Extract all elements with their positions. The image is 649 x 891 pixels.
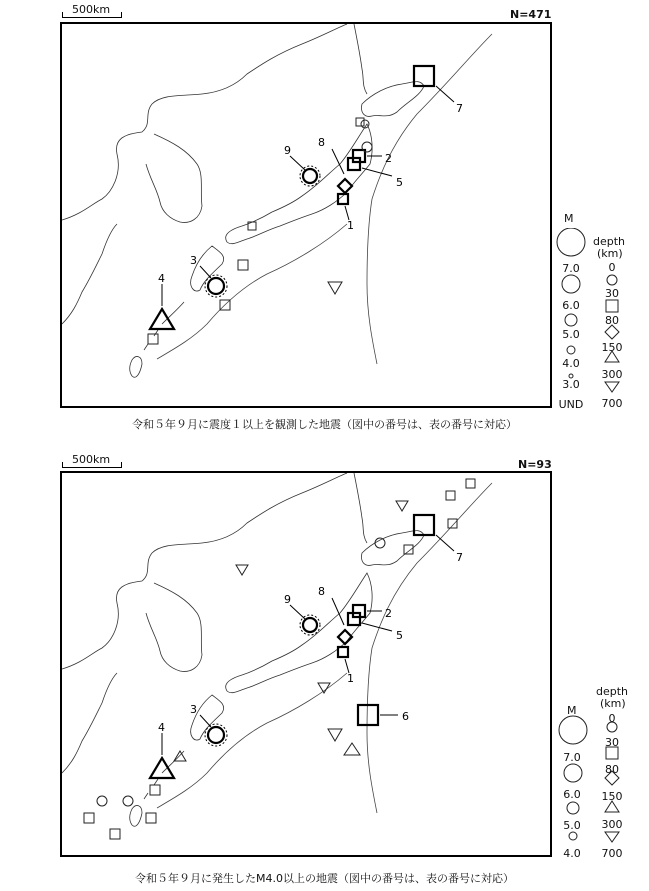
legend-depth-label: 300: [601, 368, 623, 381]
event-marker[interactable]: [466, 479, 475, 488]
event-marker[interactable]: [97, 796, 107, 806]
event-9-marker[interactable]: [303, 618, 317, 632]
figure-caption: 令和５年９月に発生したM4.0以上の地震（図中の番号は、表の番号に対応）: [135, 872, 514, 885]
callout-1: 1: [347, 219, 354, 232]
legend-depth-label: 700: [601, 847, 623, 860]
event-marker[interactable]: [404, 545, 413, 554]
kuril-japan-trench: [367, 483, 492, 813]
legend-m-label: 3.0: [562, 378, 580, 391]
legend-m-label: 4.0: [562, 357, 580, 370]
epicenter-map: [60, 471, 552, 857]
coastline-korea: [146, 134, 202, 222]
coastline-china-east: [62, 224, 117, 324]
legend-depth-label: 300: [601, 818, 623, 831]
legend-depth-label: 80: [605, 763, 619, 776]
legend-depth-title: depth: [596, 685, 629, 698]
event-markers: [148, 66, 434, 344]
scale-bar-label: 500km: [72, 453, 111, 466]
legend-depth-unit: (km): [597, 247, 623, 260]
legend-m-label: UND: [558, 398, 584, 411]
event-marker[interactable]: [238, 260, 248, 270]
nankai-ryukyu-trench: [157, 224, 347, 359]
event-marker[interactable]: [236, 565, 248, 575]
legend-m-title: M: [564, 212, 574, 225]
event-marker[interactable]: [356, 118, 364, 126]
legend-depth-title: depth: [593, 235, 626, 248]
coastline-continent: [62, 473, 347, 669]
legend-depth-label: 150: [601, 790, 623, 803]
callout-7: 7: [456, 102, 463, 115]
callout-5: 5: [396, 629, 403, 642]
callout-1: 1: [347, 672, 354, 685]
event-marker[interactable]: [148, 334, 158, 344]
event-marker[interactable]: [150, 785, 160, 795]
event-6-marker[interactable]: [358, 705, 378, 725]
legend-m-label: 6.0: [562, 299, 580, 312]
legend-m-label: 7.0: [562, 262, 580, 275]
nankai-ryukyu-trench: [157, 673, 347, 808]
coastline-continent: [62, 24, 347, 220]
epicenter-map: [60, 22, 552, 408]
coastline-taiwan: [130, 357, 142, 378]
legend-m-label: 4.0: [563, 847, 581, 860]
callout-9: 9: [284, 144, 291, 157]
scale-bar: [62, 5, 122, 18]
callout-5: 5: [396, 176, 403, 189]
legend-depth-unit: (km): [600, 697, 626, 710]
callout-4: 4: [158, 272, 165, 285]
event-4-marker[interactable]: [150, 758, 174, 778]
event-marker[interactable]: [110, 829, 120, 839]
coastline-ryukyu: [144, 302, 184, 350]
legend-depth-label: 700: [601, 397, 623, 410]
kuril-japan-trench: [367, 34, 492, 364]
event-marker[interactable]: [362, 142, 372, 152]
callout-3: 3: [190, 703, 197, 716]
event-marker[interactable]: [146, 813, 156, 823]
coastline-sakhalin: [354, 24, 367, 94]
event-marker[interactable]: [123, 796, 133, 806]
event-4-marker[interactable]: [150, 309, 174, 329]
event-9-marker[interactable]: [303, 169, 317, 183]
legend-depth-label: 80: [605, 314, 619, 327]
legend-depth-label: 30: [605, 287, 619, 300]
callout-3: 3: [190, 254, 197, 267]
event-marker[interactable]: [448, 519, 457, 528]
legend-depth-label: 0: [608, 712, 616, 725]
legend-depth-label: 30: [605, 736, 619, 749]
event-marker[interactable]: [396, 501, 408, 511]
callout-6: 6: [402, 710, 409, 723]
event-count: N=471: [510, 8, 552, 21]
map-canvas: [62, 473, 550, 855]
coastline-china-east: [62, 673, 117, 773]
event-count: N=93: [518, 458, 552, 471]
event-marker[interactable]: [84, 813, 94, 823]
scale-bar-label: 500km: [72, 3, 111, 16]
callout-8: 8: [318, 136, 325, 149]
coastline-korea: [146, 583, 202, 671]
legend-m-label: 6.0: [563, 788, 581, 801]
event-8-marker[interactable]: [338, 179, 352, 193]
callouts: [158, 86, 463, 306]
legend-depth-label: 0: [608, 261, 616, 274]
callout-7: 7: [456, 551, 463, 564]
coastline-taiwan: [130, 806, 142, 827]
scale-bar: [62, 455, 122, 468]
callouts: [158, 535, 463, 755]
callout-9: 9: [284, 593, 291, 606]
event-7-marker[interactable]: [414, 515, 434, 535]
coastline-sakhalin: [354, 473, 367, 543]
event-1-marker[interactable]: [338, 647, 348, 657]
legend-depth-label: 150: [601, 341, 623, 354]
callout-2: 2: [385, 607, 392, 620]
legend-m-label: 5.0: [562, 328, 580, 341]
event-marker[interactable]: [328, 729, 342, 741]
event-7-marker[interactable]: [414, 66, 434, 86]
event-markers: [84, 479, 475, 839]
legend-m-label: 5.0: [563, 819, 581, 832]
figure-caption: 令和５年９月に震度１以上を観測した地震（図中の番号は、表の番号に対応）: [132, 418, 517, 431]
event-marker[interactable]: [375, 538, 385, 548]
event-marker[interactable]: [446, 491, 455, 500]
event-3-marker[interactable]: [208, 278, 224, 294]
event-marker[interactable]: [344, 743, 360, 755]
legend-m-title: M: [567, 704, 577, 717]
map-canvas: [62, 24, 550, 406]
callout-8: 8: [318, 585, 325, 598]
event-marker[interactable]: [328, 282, 342, 294]
callout-4: 4: [158, 721, 165, 734]
callout-2: 2: [385, 152, 392, 165]
legend-m-label: 7.0: [563, 751, 581, 764]
event-3-marker[interactable]: [208, 727, 224, 743]
